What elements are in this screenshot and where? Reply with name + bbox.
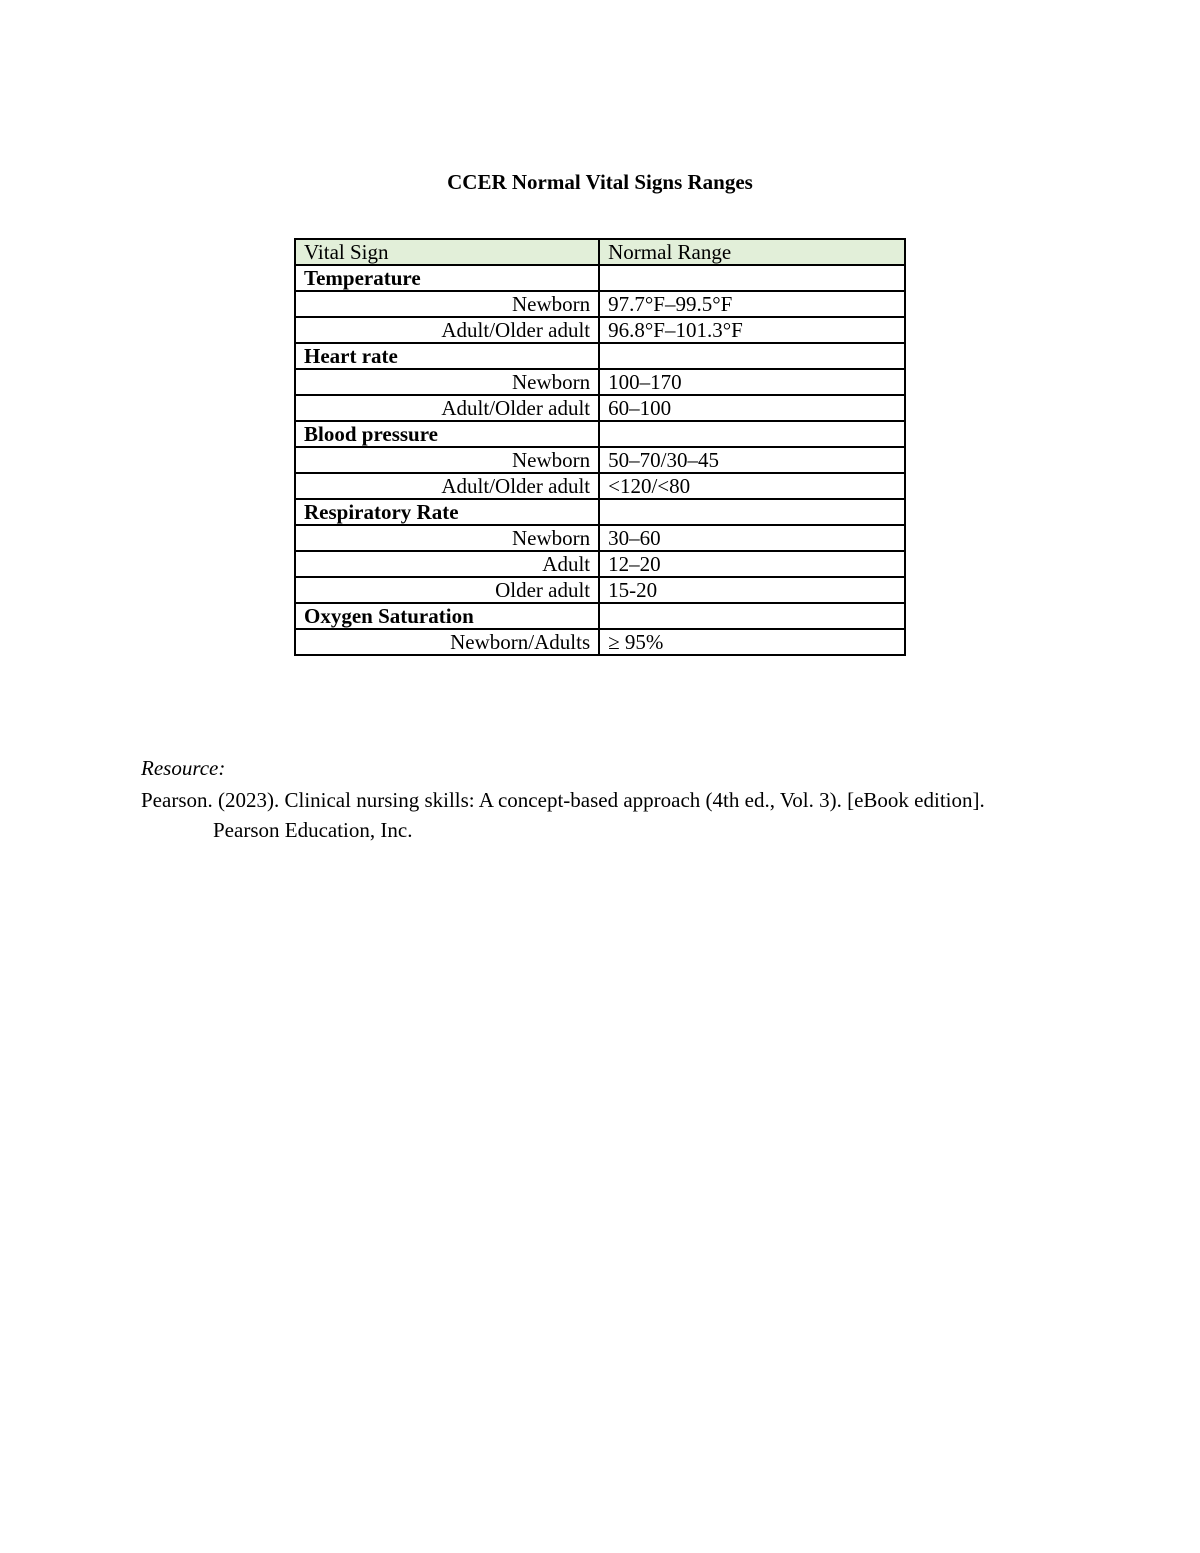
table-row: [295, 291, 905, 317]
range-value: 100–170: [599, 369, 905, 395]
range-value: 50–70/30–45: [599, 447, 905, 473]
resource-label: Resource:: [141, 756, 226, 780]
range-value: 12–20: [599, 551, 905, 577]
category-label: Blood pressure: [295, 421, 599, 447]
header-vital-sign: Vital Sign: [295, 239, 599, 265]
table-header-row: [295, 239, 905, 265]
range-value: [599, 265, 905, 291]
population-label: Newborn: [295, 369, 599, 395]
population-label: Newborn: [295, 525, 599, 551]
table-row: [295, 317, 905, 343]
table-row: [295, 525, 905, 551]
table-category-row: [295, 343, 905, 369]
category-label: Temperature: [295, 265, 599, 291]
range-value: [599, 499, 905, 525]
range-value: 30–60: [599, 525, 905, 551]
range-value: 96.8°F–101.3°F: [599, 317, 905, 343]
range-value: [599, 603, 905, 629]
table-category-row: [295, 603, 905, 629]
population-label: Newborn/Adults: [295, 629, 599, 655]
population-label: Adult/Older adult: [295, 473, 599, 499]
category-label: Respiratory Rate: [295, 499, 599, 525]
range-value: ≥ 95%: [599, 629, 905, 655]
table-row: [295, 473, 905, 499]
table-row: [295, 577, 905, 603]
range-value: 15-20: [599, 577, 905, 603]
population-label: Newborn: [295, 291, 599, 317]
table-row: [295, 369, 905, 395]
range-value: 97.7°F–99.5°F: [599, 291, 905, 317]
table-row: [295, 551, 905, 577]
header-normal-range: Normal Range: [599, 239, 905, 265]
document-title: CCER Normal Vital Signs Ranges: [447, 170, 753, 194]
table-body: [295, 265, 905, 655]
vital-signs-table: [294, 238, 906, 656]
population-label: Newborn: [295, 447, 599, 473]
range-value: [599, 343, 905, 369]
citation: Pearson. (2023). Clinical nursing skills: A concept-based approach (4th ed., Vol. 3). [eBook edition]. Pearson Education, Inc.: [141, 788, 985, 842]
table-category-row: [295, 499, 905, 525]
table-row: [295, 629, 905, 655]
table-category-row: [295, 265, 905, 291]
population-label: Adult/Older adult: [295, 395, 599, 421]
category-label: Oxygen Saturation: [295, 603, 599, 629]
range-value: 60–100: [599, 395, 905, 421]
table-row: [295, 395, 905, 421]
range-value: <120/<80: [599, 473, 905, 499]
population-label: Adult: [295, 551, 599, 577]
population-label: Adult/Older adult: [295, 317, 599, 343]
category-label: Heart rate: [295, 343, 599, 369]
range-value: [599, 421, 905, 447]
table-category-row: [295, 421, 905, 447]
table-row: [295, 447, 905, 473]
population-label: Older adult: [295, 577, 599, 603]
